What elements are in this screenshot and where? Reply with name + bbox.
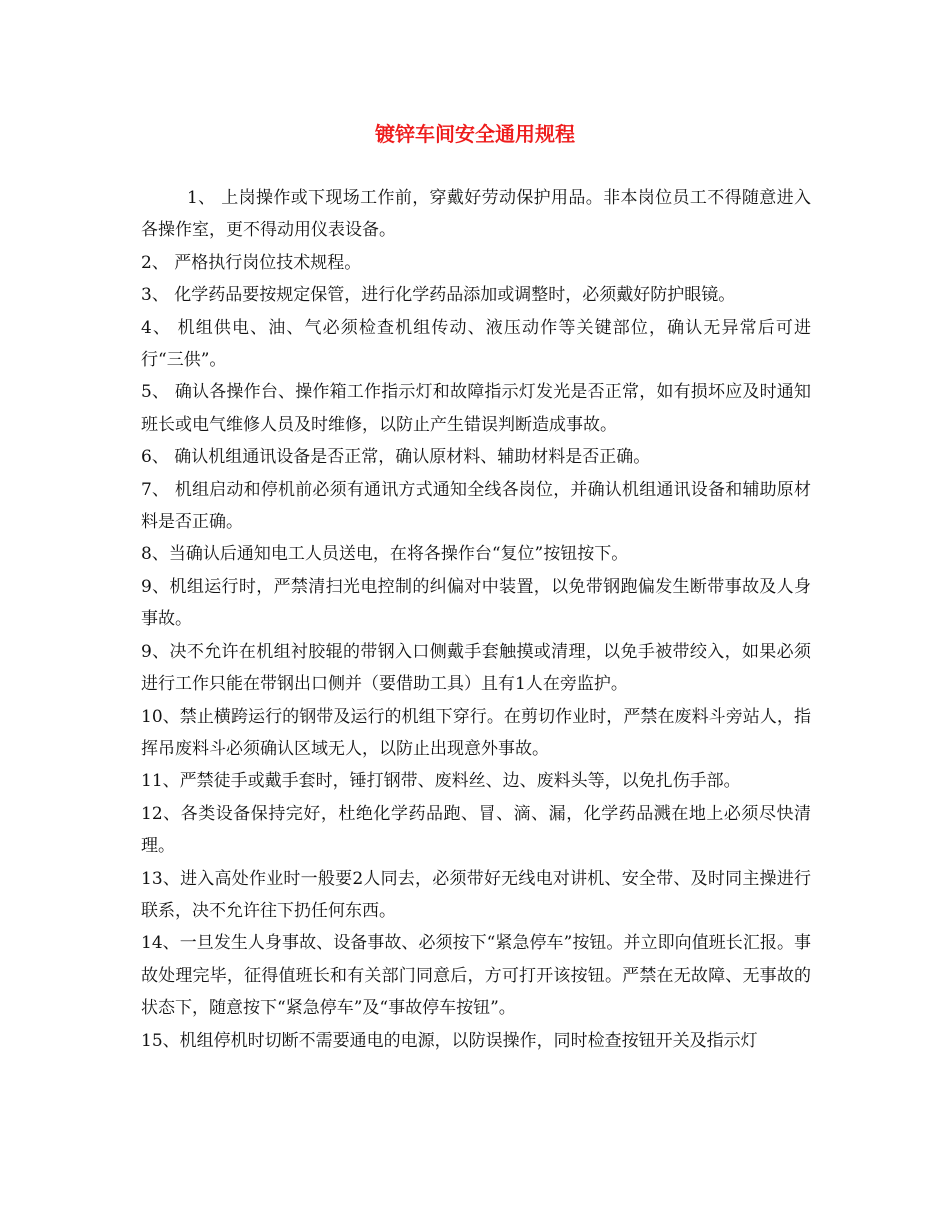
- paragraph-6: 6、 确认机组通讯设备是否正常，确认原材料、辅助材料是否正确。: [141, 447, 651, 468]
- paragraph-15: 15、机组停机时切断不需要通电的电源，以防误操作，同时检查按钮开关及指示灯: [141, 1030, 758, 1051]
- paragraph-3: 3、 化学药品要按规定保管，进行化学药品添加或调整时，必须戴好防护眼镜。: [141, 285, 736, 306]
- document-title: 镀锌车间安全通用规程: [375, 122, 575, 146]
- paragraph-5: 5、 确认各操作台、操作箱工作指示灯和故障指示灯发光是否正常，如有损坏应及时通知班长或电气维修人员及时维修，以防止产生错误判断造成事故。: [141, 382, 811, 435]
- paragraph-8: 8、当确认后通知电工人员送电，在将各操作台“复位”按钮按下。: [141, 544, 629, 565]
- paragraph-10: 10、禁止横跨运行的钢带及运行的机组下穿行。在剪切作业时，严禁在废料斗旁站人，指挥吊废料斗必须确认区域无人，以防止出现意外事故。: [141, 706, 811, 759]
- paragraph-14: 14、一旦发生人身事故、设备事故、必须按下“紧急停车”按钮。并立即向值班长汇报。事故处理完毕，征得值班长和有关部门同意后，方可打开该按钮。严禁在无故障、无事故的状态下，随意按下“紧急停车”及“事故停车按钮”。: [141, 933, 811, 1019]
- paragraph-2: 2、 严格执行岗位技术规程。: [141, 252, 362, 273]
- paragraph-4: 4、 机组供电、油、气必须检查机组传动、液压动作等关键部位，确认无异常后可进行“三供”。: [141, 317, 811, 371]
- paragraph-11: 11、严禁徒手或戴手套时，锤打钢带、废料丝、边、废料头等，以免扎伤手部。: [141, 771, 741, 792]
- paragraph-9b: 9、决不允许在机组衬胶辊的带钢入口侧戴手套触摸或清理，以免手被带绞入，如果必须进行工作只能在带钢出口侧并（要借助工具）且有1人在旁监护。: [141, 641, 811, 695]
- paragraph-13: 13、进入高处作业时一般要2人同去，必须带好无线电对讲机、安全带、及时同主操进行联系，决不允许往下扔任何东西。: [141, 868, 811, 921]
- document-body: [141, 182, 811, 1057]
- paragraph-9a: 9、机组运行时，严禁清扫光电控制的纠偏对中装置，以免带钢跑偏发生断带事故及人身事故。: [141, 576, 811, 630]
- paragraph-7: 7、 机组启动和停机前必须有通讯方式通知全线各岗位，并确认机组通讯设备和辅助原材料是否正确。: [141, 479, 811, 533]
- paragraph-1: 1、 上岗操作或下现场工作前，穿戴好劳动保护用品。非本岗位员工不得随意进入各操作室，更不得动用仪表设备。: [141, 188, 811, 241]
- paragraph-12: 12、各类设备保持完好，杜绝化学药品跑、冒、滴、漏，化学药品溅在地上必须尽快清理。: [141, 803, 811, 857]
